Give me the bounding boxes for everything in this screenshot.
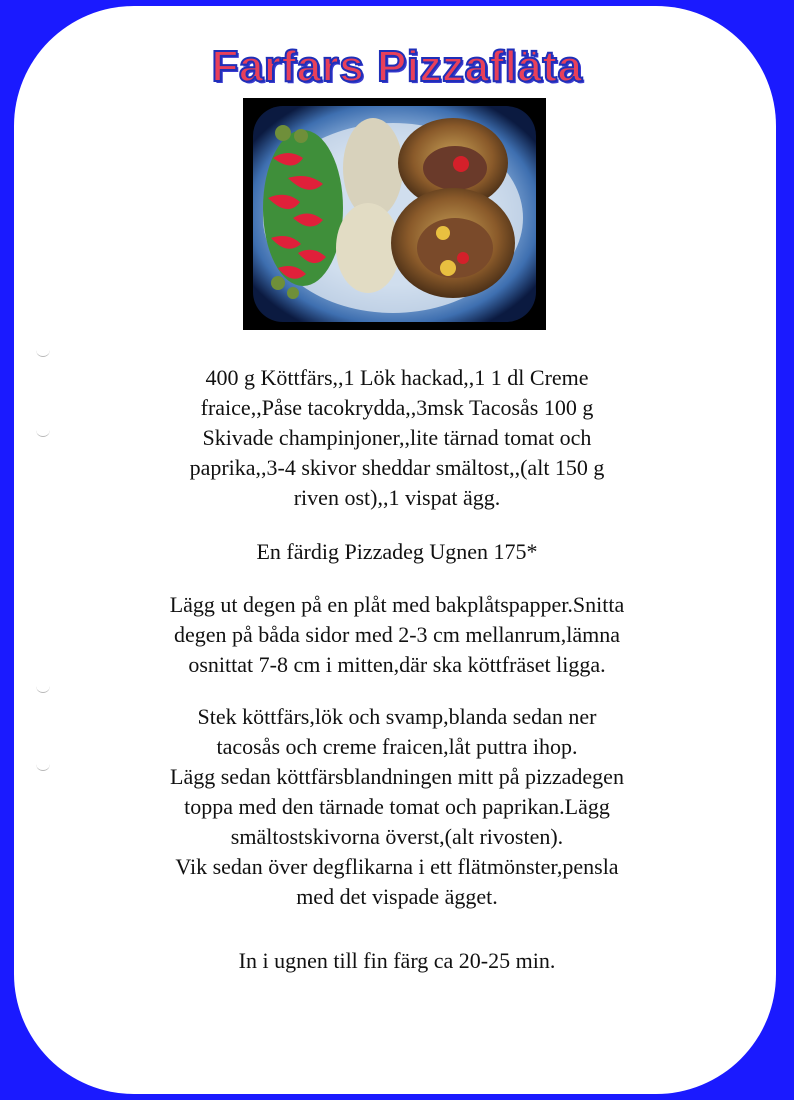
ingredients-line: Skivade champinjoner,,lite tärnad tomat och [202, 425, 592, 450]
ingredients-line: 400 g Köttfärs,,1 Lök hackad,,1 1 dl Creme [205, 365, 589, 390]
step-1-paragraph [110, 590, 684, 680]
step-2-line: toppa med den tärnade tomat och paprikan.Lägg [184, 794, 610, 819]
final-step-paragraph [110, 946, 684, 976]
step-1-line: Lägg ut degen på en plåt med bakplåtspapper.Snitta [169, 592, 625, 617]
recipe-title: Farfars Pizzafläta [211, 42, 583, 91]
final-step-line: In i ugnen till fin färg ca 20-25 min. [238, 948, 556, 973]
step-1-line: degen på båda sidor med 2-3 cm mellanrum,lämna [174, 622, 620, 647]
ingredients-line: paprika,,3-4 skivor sheddar smältost,,(alt 150 g [189, 455, 605, 480]
ingredients-line: riven ost),,1 vispat ägg. [293, 485, 501, 510]
ingredients-line: fraice,,Påse tacokrydda,,3msk Tacosås 100 g [200, 395, 594, 420]
dough-and-oven-line [110, 537, 684, 567]
step-1-line: osnittat 7-8 cm i mitten,där ska köttfräset ligga. [188, 652, 606, 677]
dish-photo [243, 98, 546, 330]
step-2-line: Stek köttfärs,lök och svamp,blanda sedan ner [197, 704, 597, 729]
ingredients-paragraph [110, 363, 684, 513]
step-2-line: Lägg sedan köttfärsblandningen mitt på pizzadegen [170, 764, 624, 789]
step-2-line: med det vispade ägget. [296, 884, 498, 909]
step-2-paragraph [110, 702, 684, 912]
step-2-line: smältostskivorna överst,(alt rivosten). [230, 824, 564, 849]
dough-line: En färdig Pizzadeg Ugnen 175* [256, 539, 538, 564]
dish-photo-image [243, 98, 546, 330]
step-2-line: tacosås och creme fraicen,låt puttra ihop. [216, 734, 578, 759]
step-2-line: Vik sedan över degflikarna i ett flätmönster,pensla [175, 854, 619, 879]
